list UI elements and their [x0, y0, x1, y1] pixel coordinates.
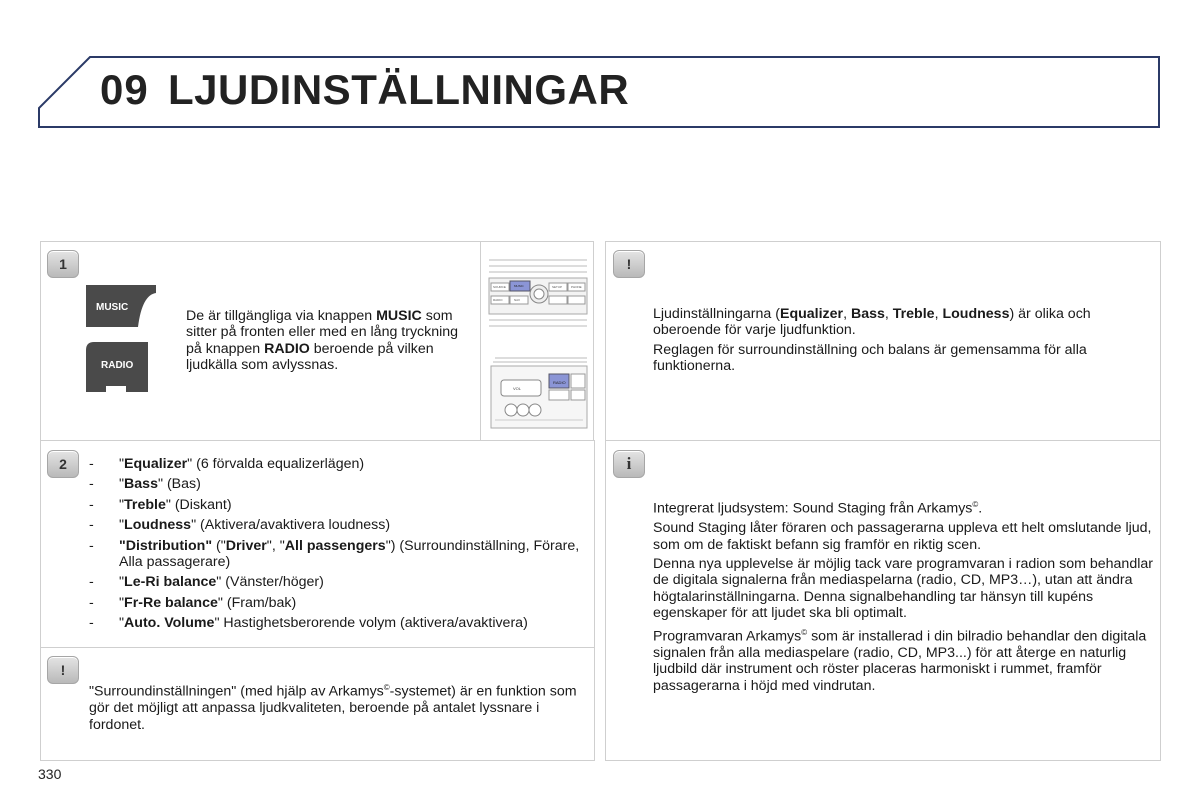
music-button-label: MUSIC [96, 302, 129, 313]
info-p3: Denna nya upplevelse är möjlig tack vare programvaran i radion som behandlar de digitala signalerna från mediaspelarna (radio, CD, MP3…), utan att ändra högtalarinställningarna. Denna signalbehandling tar hänsyn till kupéns egenskaper för att ljudet ska bli optimalt. [653, 555, 1153, 622]
list-item: - "Fr-Re balance" (Fram/bak) [89, 595, 589, 611]
step-1-text-radio: RADIO [264, 340, 310, 357]
panel-top-btn-source: SOURCE [493, 285, 506, 289]
panel-top-btn-music: MUSIC [514, 284, 524, 288]
info-p2: Sound Staging låter föraren och passagerarna uppleva ett helt omslutande ljud, som om de faktiskt befann sig framför en riktig scen. [653, 520, 1152, 553]
page-number: 330 [38, 766, 62, 782]
info-p1: Integrerat ljudsystem: Sound Staging från Arkamys©. [653, 500, 983, 517]
step-1-text-music: MUSIC [376, 308, 422, 324]
step-1-text [186, 308, 476, 374]
radio-button-label: RADIO [101, 360, 134, 371]
list-item: - "Auto. Volume" Hastighetsberorende volym (aktivera/avaktivera) [89, 615, 589, 631]
chapter-number: 09 [100, 66, 149, 113]
radio-panel-bottom-illustration [487, 352, 589, 432]
panel-top-btn-setup: SETUP [552, 285, 563, 289]
chapter-title: LJUDINSTÄLLNINGAR [168, 66, 630, 113]
step-1-text-c: som sitter på fronten eller med en lång tryckning på knappen [186, 308, 459, 357]
warning-icon: ! [47, 656, 79, 684]
step-1-badge: 1 [47, 250, 79, 278]
list-item: - "Bass" (Bas) [89, 476, 589, 492]
info-p4: Programvaran Arkamys© som är installerad i din bilradio behandlar den digitala signalen från alla mediaspelare (radio, CD, MP3...) för att återge en naturlig ljudbild där instrument och röster placeras harmoniskt i rummet, framför passagerarna i höjd med vindrutan. [653, 627, 1147, 694]
settings-warning-p2: Reglagen för surroundinställning och balans är gemensamma för alla funktionerna. [653, 341, 1087, 375]
arkamys-info-text [653, 497, 1153, 697]
settings-warning-p1: Ljudinställningarna (Equalizer, Bass, Treble, Loudness) är olika och oberoende för varje ljudfunktion. [653, 306, 1091, 339]
step-1-text-e: beroende på vilken ljudkälla som avlyssnas. [186, 340, 434, 374]
panel-top-btn-phone: PHONE [571, 285, 582, 289]
warning-icon: ! [613, 250, 645, 278]
settings-warning-text [653, 306, 1153, 378]
info-icon: i [613, 450, 645, 478]
panel-bottom-btn-vol: VOL [513, 386, 522, 391]
list-item: - "Distribution" ("Driver", "All passengers") (Surroundinställning, Förare, Alla passagerare) [89, 538, 589, 571]
step-2-badge: 2 [47, 450, 79, 478]
radio-panel-top-illustration [487, 256, 589, 332]
settings-list [89, 456, 589, 636]
list-item: - "Loudness" (Aktivera/avaktivera loudness) [89, 517, 589, 533]
panel-top-btn-radio: RADIO [493, 298, 503, 302]
list-item: - "Le-Ri balance" (Vänster/höger) [89, 574, 589, 590]
step-1-text-a: De är tillgängliga via knappen [186, 308, 377, 324]
panel-top-btn-nav: NAV [514, 298, 520, 302]
list-item: - "Equalizer" (6 förvalda equalizerlägen) [89, 456, 589, 472]
surround-warning-text: "Surroundinställningen" (med hjälp av Arkamys©-systemet) är en funktion som gör det möjligt att anpassa ljudkvaliteten, beroende på antalet lyssnare i fordonet. [89, 683, 577, 733]
panel-bottom-btn-radio: RADIO [553, 380, 566, 385]
list-item: - "Treble" (Diskant) [89, 497, 589, 513]
